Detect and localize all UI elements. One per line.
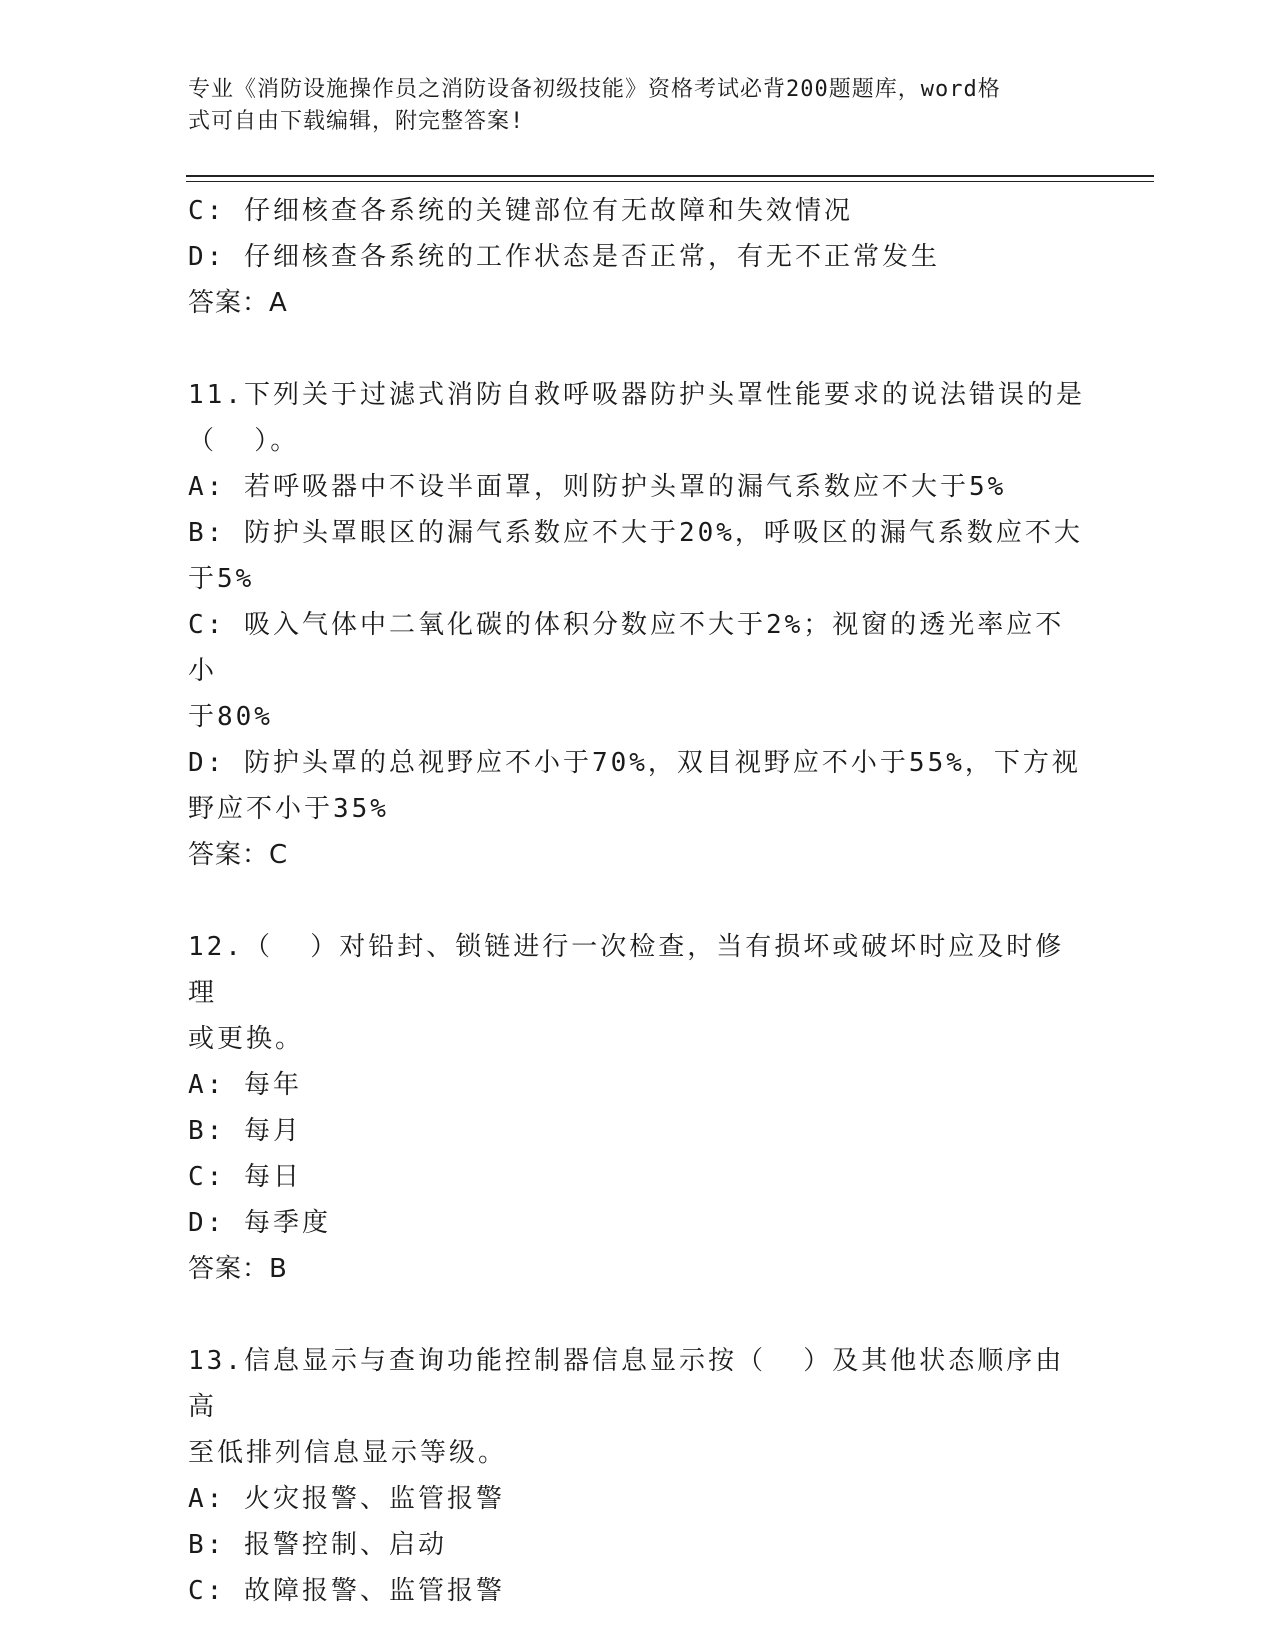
option-c-cont: 于80% bbox=[188, 702, 273, 732]
option-c: C: 仔细核查各系统的关键部位有无故障和失效情况 bbox=[188, 196, 853, 226]
question-11 bbox=[188, 372, 1088, 878]
question-stem-cont: （ ）。 bbox=[188, 426, 300, 456]
option-b: B: 报警控制、启动 bbox=[188, 1530, 447, 1560]
option-b-cont: 于5% bbox=[188, 564, 255, 594]
document-header bbox=[188, 74, 1068, 138]
option-b: B: 防护头罩眼区的漏气系数应不大于20%，呼吸区的漏气系数应不大 bbox=[188, 518, 1083, 548]
answer-label: 答案：B bbox=[188, 1254, 288, 1284]
option-c: C: 每日 bbox=[188, 1162, 302, 1192]
spacer bbox=[188, 1292, 1088, 1338]
header-line-1: 专业《消防设施操作员之消防设备初级技能》资格考试必背200题题库，word格 bbox=[188, 77, 1001, 102]
question-stem: 11.下列关于过滤式消防自救呼吸器防护头罩性能要求的说法错误的是 bbox=[188, 380, 1085, 410]
question-stem: 12.（ ）对铅封、锁链进行一次检查，当有损坏或破坏时应及时修理 bbox=[188, 932, 1065, 1008]
option-d: D: 每季度 bbox=[188, 1208, 331, 1238]
option-a: A: 每年 bbox=[188, 1070, 302, 1100]
question-stem-cont: 或更换。 bbox=[188, 1024, 305, 1054]
question-stem-cont: 至低排列信息显示等级。 bbox=[188, 1438, 508, 1468]
answer-label: 答案：C bbox=[188, 840, 289, 870]
header-divider-thin bbox=[186, 181, 1154, 182]
option-c: C: 故障报警、监管报警 bbox=[188, 1576, 505, 1606]
option-d-cont: 野应不小于35% bbox=[188, 794, 389, 824]
header-line-2: 式可自由下载编辑，附完整答案! bbox=[188, 109, 525, 134]
answer-label: 答案：A bbox=[188, 288, 288, 318]
question-12 bbox=[188, 924, 1088, 1292]
question-13 bbox=[188, 1338, 1088, 1614]
spacer bbox=[188, 878, 1088, 924]
spacer bbox=[188, 326, 1088, 372]
header-divider-thick bbox=[186, 175, 1154, 177]
option-a: A: 火灾报警、监管报警 bbox=[188, 1484, 505, 1514]
option-b: B: 每月 bbox=[188, 1116, 302, 1146]
question-stem: 13.信息显示与查询功能控制器信息显示按（ ）及其他状态顺序由高 bbox=[188, 1346, 1065, 1422]
question-10-continued bbox=[188, 188, 1088, 326]
question-list bbox=[188, 188, 1088, 1614]
option-a: A: 若呼吸器中不设半面罩，则防护头罩的漏气系数应不大于5% bbox=[188, 472, 1007, 502]
option-d: D: 防护头罩的总视野应不小于70%，双目视野应不小于55%，下方视 bbox=[188, 748, 1081, 778]
option-c: C: 吸入气体中二氧化碳的体积分数应不大于2%；视窗的透光率应不小 bbox=[188, 610, 1065, 686]
option-d: D: 仔细核查各系统的工作状态是否正常，有无不正常发生 bbox=[188, 242, 940, 272]
